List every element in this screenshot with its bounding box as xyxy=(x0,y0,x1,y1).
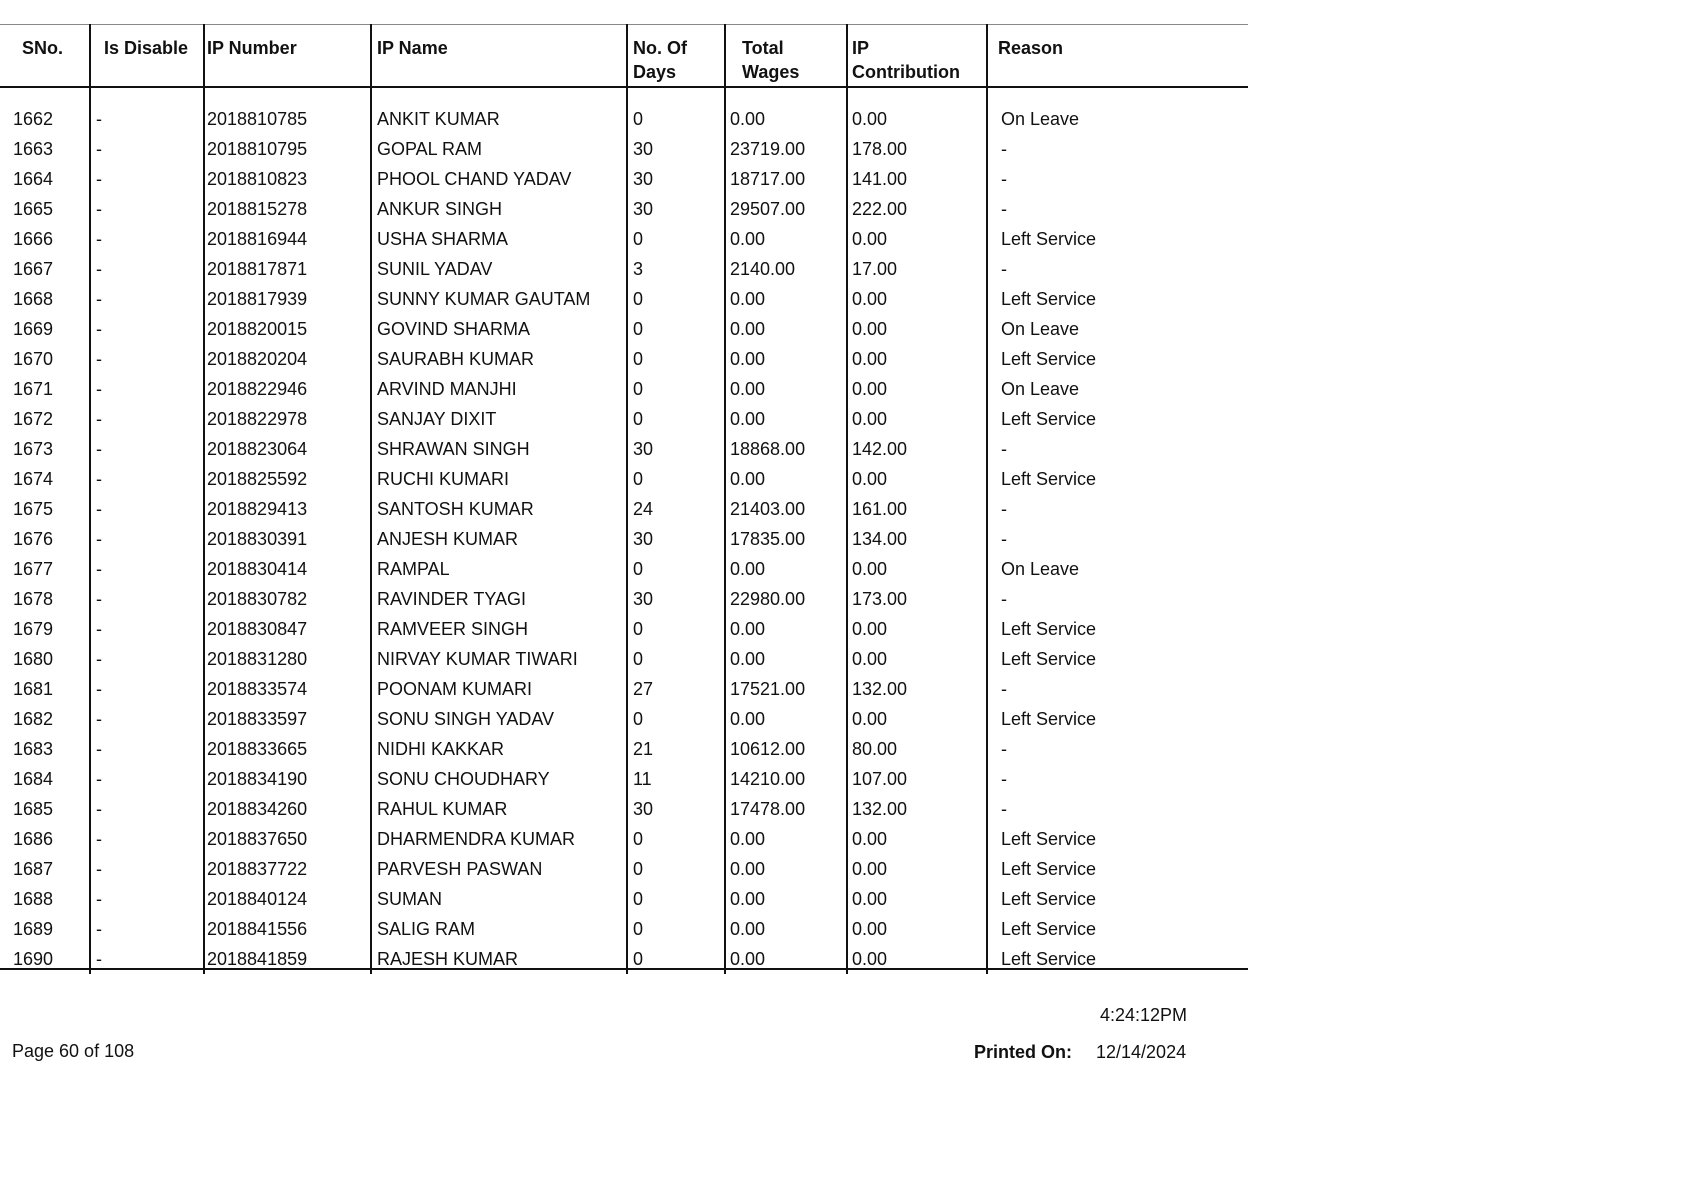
cell-ip-number: 2018817939 xyxy=(207,289,308,309)
cell-total-wages: 0.00 xyxy=(730,379,766,399)
cell-ip-name: SANTOSH KUMAR xyxy=(377,499,534,519)
cell-ip-contribution: 0.00 xyxy=(852,349,888,369)
cell-is-disable: - xyxy=(96,919,102,939)
cell-sno: 1672 xyxy=(13,409,54,429)
cell-sno: 1688 xyxy=(13,889,54,909)
cell-ip-contribution: 161.00 xyxy=(852,499,908,519)
cell-ip-contribution: 178.00 xyxy=(852,139,908,159)
cell-sno: 1685 xyxy=(13,799,54,819)
cell-reason: - xyxy=(1001,439,1007,459)
cell-is-disable: - xyxy=(96,709,102,729)
cell-no-of-days: 0 xyxy=(633,109,644,129)
cell-ip-number: 2018816944 xyxy=(207,229,308,249)
cell-is-disable: - xyxy=(96,259,102,279)
cell-is-disable: - xyxy=(96,469,102,489)
table-row xyxy=(0,524,1248,554)
cell-total-wages: 0.00 xyxy=(730,649,766,669)
cell-ip-name: DHARMENDRA KUMAR xyxy=(377,829,576,849)
cell-total-wages: 0.00 xyxy=(730,229,766,249)
cell-is-disable: - xyxy=(96,559,102,579)
cell-is-disable: - xyxy=(96,529,102,549)
cell-reason: - xyxy=(1001,169,1007,189)
cell-ip-name: RAMVEER SINGH xyxy=(377,619,529,639)
cell-is-disable: - xyxy=(96,949,102,969)
cell-is-disable: - xyxy=(96,649,102,669)
cell-ip-number: 2018830391 xyxy=(207,529,308,549)
cell-ip-name: GOPAL RAM xyxy=(377,139,483,159)
cell-no-of-days: 0 xyxy=(633,859,644,879)
cell-is-disable: - xyxy=(96,829,102,849)
cell-sno: 1662 xyxy=(13,109,54,129)
cell-total-wages: 23719.00 xyxy=(730,139,806,159)
cell-ip-contribution: 0.00 xyxy=(852,109,888,129)
cell-total-wages: 0.00 xyxy=(730,289,766,309)
table-row xyxy=(0,704,1248,734)
cell-is-disable: - xyxy=(96,229,102,249)
cell-ip-contribution: 141.00 xyxy=(852,169,908,189)
cell-no-of-days: 11 xyxy=(633,769,652,789)
cell-is-disable: - xyxy=(96,739,102,759)
header-no-of-days xyxy=(633,36,687,84)
cell-total-wages: 0.00 xyxy=(730,859,766,879)
cell-ip-name: SONU CHOUDHARY xyxy=(377,769,550,789)
cell-sno: 1668 xyxy=(13,289,54,309)
cell-ip-number: 2018840124 xyxy=(207,889,308,909)
cell-sno: 1687 xyxy=(13,859,54,879)
table-row xyxy=(0,734,1248,764)
cell-reason: On Leave xyxy=(1001,319,1080,339)
cell-total-wages: 17835.00 xyxy=(730,529,806,549)
cell-total-wages: 0.00 xyxy=(730,559,766,579)
table-row xyxy=(0,764,1248,794)
cell-ip-number: 2018834260 xyxy=(207,799,308,819)
cell-is-disable: - xyxy=(96,769,102,789)
cell-is-disable: - xyxy=(96,139,102,159)
cell-sno: 1674 xyxy=(13,469,54,489)
cell-ip-name: SAURABH KUMAR xyxy=(377,349,535,369)
cell-is-disable: - xyxy=(96,859,102,879)
cell-total-wages: 0.00 xyxy=(730,409,766,429)
header-total-wages xyxy=(742,36,799,84)
cell-is-disable: - xyxy=(96,799,102,819)
cell-no-of-days: 0 xyxy=(633,559,644,579)
cell-is-disable: - xyxy=(96,319,102,339)
table-row xyxy=(0,164,1248,194)
cell-ip-number: 2018823064 xyxy=(207,439,308,459)
cell-no-of-days: 30 xyxy=(633,199,654,219)
table-row xyxy=(0,554,1248,584)
cell-ip-contribution: 142.00 xyxy=(852,439,908,459)
cell-reason: - xyxy=(1001,589,1007,609)
cell-sno: 1663 xyxy=(13,139,54,159)
cell-reason: On Leave xyxy=(1001,109,1080,129)
header-sno: SNo. xyxy=(22,38,64,58)
table-row xyxy=(0,794,1248,824)
printed-date: 12/14/2024 xyxy=(1096,1042,1187,1062)
cell-ip-name: NIDHI KAKKAR xyxy=(377,739,505,759)
cell-total-wages: 0.00 xyxy=(730,319,766,339)
table-row xyxy=(0,134,1248,164)
cell-sno: 1679 xyxy=(13,619,54,639)
cell-reason: Left Service xyxy=(1001,229,1097,249)
cell-no-of-days: 0 xyxy=(633,709,644,729)
table-row xyxy=(0,854,1248,884)
cell-ip-number: 2018841556 xyxy=(207,919,308,939)
cell-ip-contribution: 132.00 xyxy=(852,679,908,699)
cell-ip-number: 2018810785 xyxy=(207,109,308,129)
cell-ip-number: 2018831280 xyxy=(207,649,308,669)
cell-is-disable: - xyxy=(96,109,102,129)
cell-ip-number: 2018830782 xyxy=(207,589,308,609)
table-row xyxy=(0,644,1248,674)
table-row xyxy=(0,314,1248,344)
cell-is-disable: - xyxy=(96,679,102,699)
table-row xyxy=(0,374,1248,404)
cell-total-wages: 0.00 xyxy=(730,109,766,129)
cell-is-disable: - xyxy=(96,439,102,459)
cell-reason: - xyxy=(1001,199,1007,219)
cell-no-of-days: 30 xyxy=(633,799,654,819)
cell-ip-number: 2018822946 xyxy=(207,379,308,399)
table-row xyxy=(0,224,1248,254)
cell-no-of-days: 0 xyxy=(633,889,644,909)
cell-ip-name: ANKIT KUMAR xyxy=(377,109,500,129)
cell-ip-number: 2018837722 xyxy=(207,859,308,879)
cell-ip-name: USHA SHARMA xyxy=(377,229,509,249)
cell-is-disable: - xyxy=(96,619,102,639)
cell-total-wages: 0.00 xyxy=(730,619,766,639)
header-reason: Reason xyxy=(998,38,1064,58)
cell-ip-number: 2018833574 xyxy=(207,679,308,699)
cell-no-of-days: 30 xyxy=(633,529,654,549)
cell-ip-number: 2018841859 xyxy=(207,949,308,969)
cell-ip-name: ARVIND MANJHI xyxy=(377,379,517,399)
cell-is-disable: - xyxy=(96,379,102,399)
table-body xyxy=(0,104,1248,974)
cell-ip-contribution: 0.00 xyxy=(852,229,888,249)
table-row xyxy=(0,884,1248,914)
cell-is-disable: - xyxy=(96,499,102,519)
cell-ip-name: SANJAY DIXIT xyxy=(377,409,497,429)
cell-total-wages: 0.00 xyxy=(730,829,766,849)
cell-ip-name: ANJESH KUMAR xyxy=(377,529,519,549)
cell-sno: 1681 xyxy=(13,679,54,699)
table-row xyxy=(0,614,1248,644)
cell-sno: 1671 xyxy=(13,379,54,399)
cell-reason: - xyxy=(1001,139,1007,159)
cell-total-wages: 0.00 xyxy=(730,919,766,939)
cell-ip-name: SALIG RAM xyxy=(377,919,476,939)
cell-is-disable: - xyxy=(96,289,102,309)
cell-sno: 1667 xyxy=(13,259,54,279)
header-no-of-days-line2: Days xyxy=(633,62,677,82)
cell-ip-name: RAHUL KUMAR xyxy=(377,799,508,819)
cell-sno: 1684 xyxy=(13,769,54,789)
cell-ip-contribution: 0.00 xyxy=(852,949,888,969)
table-row xyxy=(0,674,1248,704)
cell-reason: - xyxy=(1001,769,1007,789)
cell-ip-contribution: 0.00 xyxy=(852,649,888,669)
cell-is-disable: - xyxy=(96,409,102,429)
table-row xyxy=(0,944,1248,974)
cell-sno: 1686 xyxy=(13,829,54,849)
cell-no-of-days: 0 xyxy=(633,949,644,969)
cell-sno: 1678 xyxy=(13,589,54,609)
table-row xyxy=(0,584,1248,614)
cell-reason: Left Service xyxy=(1001,919,1097,939)
cell-ip-number: 2018837650 xyxy=(207,829,308,849)
cell-total-wages: 0.00 xyxy=(730,709,766,729)
cell-reason: Left Service xyxy=(1001,709,1097,729)
header-total-wages-line2: Wages xyxy=(742,62,800,82)
cell-reason: Left Service xyxy=(1001,289,1097,309)
cell-reason: Left Service xyxy=(1001,349,1097,369)
cell-ip-contribution: 17.00 xyxy=(852,259,898,279)
printed-time: 4:24:12PM xyxy=(1100,1005,1188,1025)
cell-ip-number: 2018822978 xyxy=(207,409,308,429)
cell-ip-name: RUCHI KUMARI xyxy=(377,469,510,489)
cell-ip-number: 2018820204 xyxy=(207,349,308,369)
cell-ip-name: POONAM KUMARI xyxy=(377,679,533,699)
cell-reason: Left Service xyxy=(1001,619,1097,639)
cell-sno: 1683 xyxy=(13,739,54,759)
cell-no-of-days: 0 xyxy=(633,319,644,339)
cell-total-wages: 21403.00 xyxy=(730,499,806,519)
table-row xyxy=(0,434,1248,464)
cell-is-disable: - xyxy=(96,589,102,609)
cell-is-disable: - xyxy=(96,169,102,189)
cell-ip-number: 2018825592 xyxy=(207,469,308,489)
cell-is-disable: - xyxy=(96,349,102,369)
cell-ip-contribution: 173.00 xyxy=(852,589,908,609)
cell-no-of-days: 30 xyxy=(633,589,654,609)
cell-no-of-days: 0 xyxy=(633,469,644,489)
cell-sno: 1690 xyxy=(13,949,54,969)
cell-total-wages: 29507.00 xyxy=(730,199,806,219)
cell-no-of-days: 0 xyxy=(633,919,644,939)
cell-total-wages: 10612.00 xyxy=(730,739,806,759)
cell-ip-contribution: 107.00 xyxy=(852,769,908,789)
cell-ip-number: 2018820015 xyxy=(207,319,308,339)
cell-ip-name: RAVINDER TYAGI xyxy=(377,589,527,609)
header-ip-contribution-line2: Contribution xyxy=(852,62,960,82)
cell-ip-number: 2018817871 xyxy=(207,259,308,279)
table-row xyxy=(0,284,1248,314)
cell-sno: 1682 xyxy=(13,709,54,729)
table-row xyxy=(0,824,1248,854)
cell-total-wages: 18717.00 xyxy=(730,169,806,189)
header-ip-contribution-line1: IP xyxy=(852,38,870,58)
cell-total-wages: 17521.00 xyxy=(730,679,806,699)
cell-ip-contribution: 0.00 xyxy=(852,889,888,909)
cell-no-of-days: 0 xyxy=(633,649,644,669)
page-number: Page 60 of 108 xyxy=(12,1041,135,1061)
cell-ip-name: SHRAWAN SINGH xyxy=(377,439,530,459)
cell-ip-number: 2018833597 xyxy=(207,709,308,729)
cell-no-of-days: 24 xyxy=(633,499,654,519)
cell-no-of-days: 0 xyxy=(633,829,644,849)
cell-ip-number: 2018815278 xyxy=(207,199,308,219)
cell-ip-contribution: 132.00 xyxy=(852,799,908,819)
header-ip-contribution xyxy=(852,36,960,84)
header-total-wages-line1: Total xyxy=(742,38,784,58)
cell-ip-number: 2018833665 xyxy=(207,739,308,759)
cell-total-wages: 17478.00 xyxy=(730,799,806,819)
table-row xyxy=(0,494,1248,524)
cell-no-of-days: 27 xyxy=(633,679,654,699)
cell-no-of-days: 0 xyxy=(633,379,644,399)
cell-total-wages: 0.00 xyxy=(730,889,766,909)
cell-no-of-days: 0 xyxy=(633,289,644,309)
cell-reason: On Leave xyxy=(1001,379,1080,399)
cell-sno: 1677 xyxy=(13,559,54,579)
cell-sno: 1675 xyxy=(13,499,54,519)
table-row xyxy=(0,344,1248,374)
cell-ip-contribution: 0.00 xyxy=(852,919,888,939)
cell-sno: 1673 xyxy=(13,439,54,459)
cell-reason: On Leave xyxy=(1001,559,1080,579)
cell-ip-name: GOVIND SHARMA xyxy=(377,319,531,339)
cell-reason: - xyxy=(1001,529,1007,549)
table-row xyxy=(0,254,1248,284)
cell-reason: - xyxy=(1001,499,1007,519)
cell-total-wages: 14210.00 xyxy=(730,769,806,789)
cell-ip-name: PHOOL CHAND YADAV xyxy=(377,169,572,189)
cell-no-of-days: 3 xyxy=(633,259,644,279)
cell-ip-name: RAMPAL xyxy=(377,559,450,579)
cell-sno: 1670 xyxy=(13,349,54,369)
cell-ip-contribution: 0.00 xyxy=(852,289,888,309)
cell-sno: 1676 xyxy=(13,529,54,549)
cell-ip-number: 2018830847 xyxy=(207,619,308,639)
cell-reason: - xyxy=(1001,739,1007,759)
cell-sno: 1665 xyxy=(13,199,54,219)
cell-no-of-days: 30 xyxy=(633,169,654,189)
cell-reason: - xyxy=(1001,259,1007,279)
cell-total-wages: 2140.00 xyxy=(730,259,796,279)
header-is-disable: Is Disable xyxy=(104,38,189,58)
cell-sno: 1669 xyxy=(13,319,54,339)
cell-reason: Left Service xyxy=(1001,949,1097,969)
cell-sno: 1689 xyxy=(13,919,54,939)
cell-ip-contribution: 0.00 xyxy=(852,379,888,399)
cell-ip-number: 2018810795 xyxy=(207,139,308,159)
cell-ip-name: ANKUR SINGH xyxy=(377,199,503,219)
cell-total-wages: 22980.00 xyxy=(730,589,806,609)
cell-reason: Left Service xyxy=(1001,829,1097,849)
cell-sno: 1666 xyxy=(13,229,54,249)
cell-is-disable: - xyxy=(96,889,102,909)
cell-ip-name: PARVESH PASWAN xyxy=(377,859,543,879)
cell-no-of-days: 0 xyxy=(633,619,644,639)
cell-no-of-days: 0 xyxy=(633,409,644,429)
cell-ip-contribution: 222.00 xyxy=(852,199,908,219)
cell-reason: Left Service xyxy=(1001,859,1097,879)
cell-no-of-days: 30 xyxy=(633,439,654,459)
cell-no-of-days: 0 xyxy=(633,349,644,369)
cell-total-wages: 0.00 xyxy=(730,349,766,369)
cell-reason: Left Service xyxy=(1001,889,1097,909)
table-row xyxy=(0,464,1248,494)
cell-ip-name: RAJESH KUMAR xyxy=(377,949,519,969)
cell-ip-number: 2018830414 xyxy=(207,559,308,579)
header-ip-name: IP Name xyxy=(377,38,448,58)
cell-ip-name: SUMAN xyxy=(377,889,443,909)
cell-total-wages: 0.00 xyxy=(730,469,766,489)
cell-ip-number: 2018829413 xyxy=(207,499,308,519)
cell-ip-name: NIRVAY KUMAR TIWARI xyxy=(377,649,578,669)
printed-on-label: Printed On: xyxy=(974,1042,1072,1062)
cell-ip-contribution: 134.00 xyxy=(852,529,908,549)
table-row xyxy=(0,104,1248,134)
cell-reason: - xyxy=(1001,679,1007,699)
cell-ip-contribution: 0.00 xyxy=(852,709,888,729)
table-top-border xyxy=(0,24,1248,25)
table-row xyxy=(0,194,1248,224)
cell-ip-name: SONU SINGH YADAV xyxy=(377,709,555,729)
cell-total-wages: 18868.00 xyxy=(730,439,806,459)
cell-reason: Left Service xyxy=(1001,409,1097,429)
cell-is-disable: - xyxy=(96,199,102,219)
table-row xyxy=(0,404,1248,434)
cell-ip-contribution: 0.00 xyxy=(852,619,888,639)
cell-ip-contribution: 0.00 xyxy=(852,829,888,849)
cell-sno: 1664 xyxy=(13,169,54,189)
cell-ip-contribution: 80.00 xyxy=(852,739,898,759)
cell-ip-number: 2018834190 xyxy=(207,769,308,789)
cell-ip-contribution: 0.00 xyxy=(852,859,888,879)
cell-ip-contribution: 0.00 xyxy=(852,469,888,489)
cell-ip-name: SUNNY KUMAR GAUTAM xyxy=(377,289,591,309)
header-divider xyxy=(0,86,1248,88)
cell-sno: 1680 xyxy=(13,649,54,669)
cell-ip-number: 2018810823 xyxy=(207,169,308,189)
header-ip-number: IP Number xyxy=(207,38,297,58)
cell-no-of-days: 0 xyxy=(633,229,644,249)
cell-reason: Left Service xyxy=(1001,649,1097,669)
header-no-of-days-line1: No. Of xyxy=(633,38,687,58)
cell-ip-contribution: 0.00 xyxy=(852,559,888,579)
cell-ip-contribution: 0.00 xyxy=(852,409,888,429)
table-row xyxy=(0,914,1248,944)
cell-reason: Left Service xyxy=(1001,469,1097,489)
cell-ip-name: SUNIL YADAV xyxy=(377,259,493,279)
cell-no-of-days: 30 xyxy=(633,139,654,159)
cell-ip-contribution: 0.00 xyxy=(852,319,888,339)
cell-no-of-days: 21 xyxy=(633,739,654,759)
cell-reason: - xyxy=(1001,799,1007,819)
cell-total-wages: 0.00 xyxy=(730,949,766,969)
